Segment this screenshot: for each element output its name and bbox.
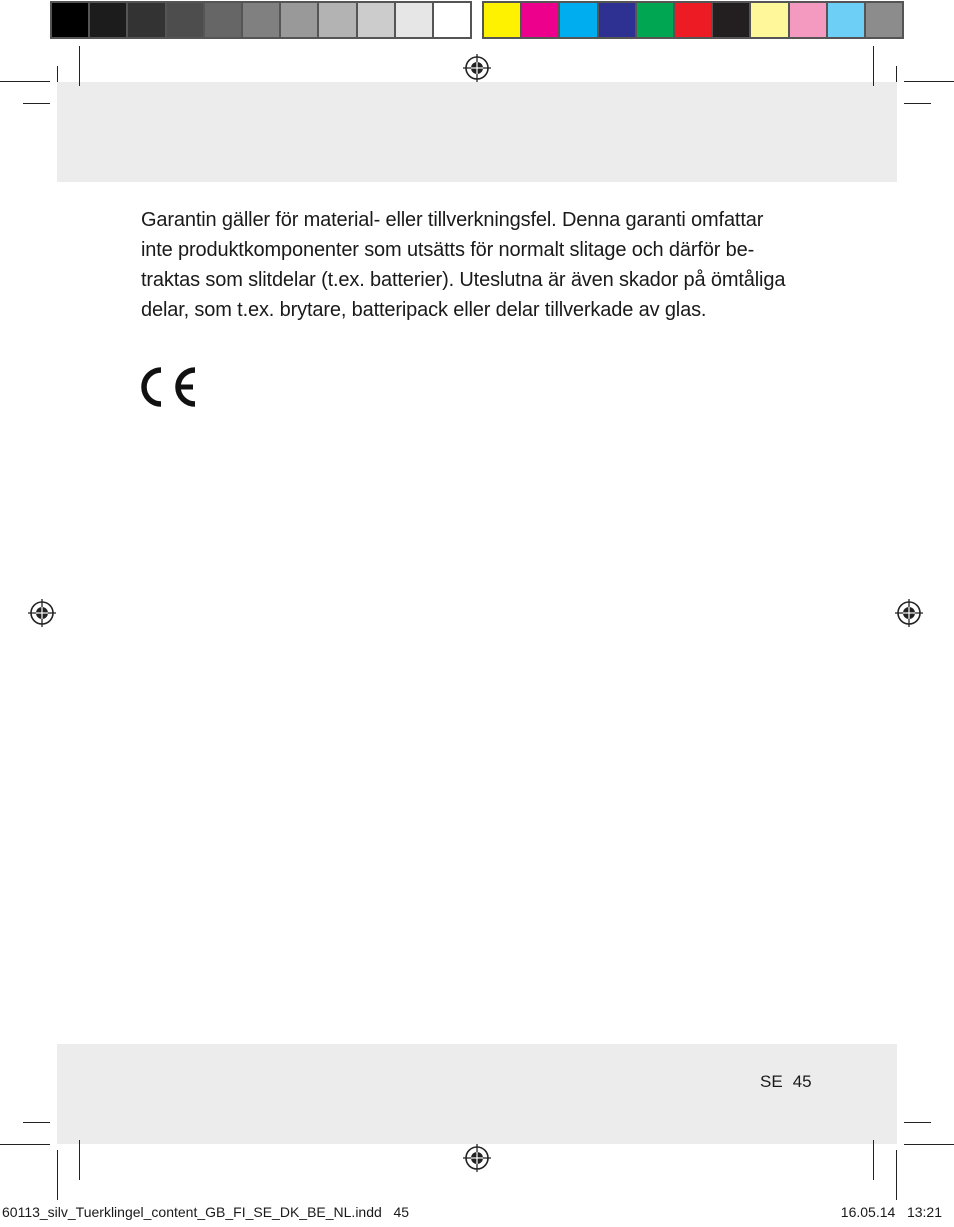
color-swatch — [560, 3, 598, 37]
color-swatch — [675, 3, 713, 37]
color-swatch — [167, 3, 205, 37]
color-swatch — [205, 3, 243, 37]
paragraph-line: delar, som t.ex. brytare, batteripack eller delar tillverkade av glas. — [141, 299, 707, 321]
crop-mark — [896, 66, 897, 82]
crop-mark — [904, 1144, 954, 1145]
color-swatch — [866, 3, 902, 37]
color-swatch — [599, 3, 637, 37]
registration-mark-icon — [27, 598, 57, 628]
crop-mark — [904, 103, 931, 104]
color-swatch — [243, 3, 281, 37]
color-swatch — [828, 3, 866, 37]
registration-mark-icon — [894, 598, 924, 628]
registration-mark-icon — [462, 53, 492, 83]
footer-band — [57, 1044, 897, 1144]
header-band — [57, 82, 897, 182]
color-swatch — [52, 3, 90, 37]
color-swatch — [751, 3, 789, 37]
crop-mark — [0, 81, 50, 82]
crop-mark — [0, 1144, 50, 1145]
crop-mark — [904, 1122, 931, 1123]
color-swatch — [281, 3, 319, 37]
crop-mark — [23, 1122, 50, 1123]
color-swatch — [484, 3, 522, 37]
language-code: SE — [760, 1072, 783, 1091]
crop-mark — [23, 103, 50, 104]
file-slug: 60113_silv_Tuerklingel_content_GB_FI_SE_DK_BE_NL.indd 45 — [2, 1204, 410, 1220]
page-folio — [760, 1072, 812, 1092]
crop-mark — [873, 46, 874, 86]
color-swatch — [713, 3, 751, 37]
color-swatch — [319, 3, 357, 37]
grayscale-color-bar — [50, 1, 472, 39]
paragraph-line: traktas som slitdelar (t.ex. batterier). Uteslutna är även skador på ömtåliga — [141, 269, 786, 291]
crop-mark — [79, 46, 80, 86]
color-swatch — [522, 3, 560, 37]
date-slug: 16.05.14 13:21 — [840, 1204, 942, 1220]
color-swatch — [790, 3, 828, 37]
color-swatch — [434, 3, 470, 37]
crop-mark — [57, 1150, 58, 1200]
color-swatch — [396, 3, 434, 37]
registration-mark-icon — [462, 1143, 492, 1173]
warranty-paragraph — [141, 205, 831, 325]
color-swatch — [637, 3, 675, 37]
crop-mark — [57, 66, 58, 82]
color-swatch — [128, 3, 166, 37]
paragraph-line: Garantin gäller för material- eller tillverkningsfel. Denna garanti omfattar — [141, 209, 764, 231]
color-swatch — [90, 3, 128, 37]
crop-mark — [896, 1150, 897, 1200]
color-swatch — [358, 3, 396, 37]
paragraph-line: inte produktkomponenter som utsätts för normalt slitage och därför be- — [141, 239, 755, 261]
process-color-bar — [482, 1, 904, 39]
crop-mark — [79, 1140, 80, 1180]
page-number: 45 — [792, 1072, 812, 1091]
ce-mark-icon — [139, 366, 199, 408]
crop-mark — [904, 81, 954, 82]
crop-mark — [873, 1140, 874, 1180]
